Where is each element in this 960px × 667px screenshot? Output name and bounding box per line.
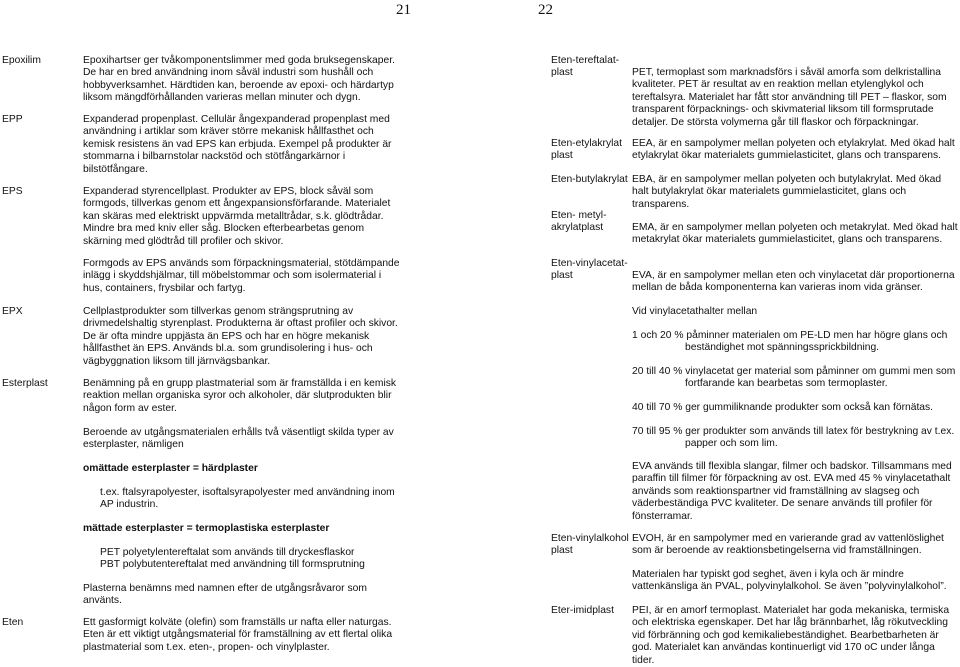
eva-applications: EVA används till flexibla slangar, filmer och badskor. Tillsammans med paraffin till filmer för förpackning av ost. EVA med 45 % vinylacetathalt används som reaktionspartner vid framställning av slagseg och väderbeständiga PVC kvaliteter. De senare används till profiler för fönsterramar. bbox=[632, 461, 952, 522]
esterplast-naming-note: Plasterna benämns med namnen efter de utgångsråvaror som använts. bbox=[83, 583, 367, 607]
definition-eten-etylakrylatplast: EEA, är en sampolymer mellan polyeten och etylakrylat. Med ökad halt etylakrylat ökar materialets gummielasticitet, glans och transparens. bbox=[632, 138, 955, 162]
page-number-left: 21 bbox=[396, 2, 411, 18]
definition-eten-metylakrylatplast: EMA, är en sampolymer mellan polyeten och metakrylat. Med ökad halt metakrylat ökar materialets gummielasticitet, glans och transparens. bbox=[632, 222, 958, 246]
term-eten: Eten bbox=[2, 617, 24, 628]
definition-epp: Expanderad propenplast. Cellulär ångexpanderad propenplast med användning i artiklar som kräver större mekanisk hållfasthet och kemisk resistens än vad EPS kan erbjuda. Exempel på produkter är stommarna i bilbarnstolar nackstöd och stötfångarkärnor i bilstötfångare. bbox=[83, 114, 392, 175]
definition-eps-usage: Formgods av EPS används som förpackningsmaterial, stötdämpande inlägg i skyddshjälmar, till möbelstommar och som isolermaterial i hus, containers, frysbilar och fartyg. bbox=[83, 258, 400, 294]
term-epp: EPP bbox=[2, 114, 23, 125]
definition-esterplast: Benämning på en grupp plastmaterial som är framställda i en kemisk reaktion mellan organiska syror och alkoholer, där slutprodukten blir någon form av ester. bbox=[83, 378, 397, 414]
definition-epoxilim: Epoxihartser ger tvåkomponentslimmer med goda bruksegenskaper. De har en bred användning inom såväl industri som hushåll och hobbyverksamhet. Härdtiden kan, beroende av epoxi- och härdartyp liksom mängdförhållanden varieras mellan minuter och dygn. bbox=[83, 55, 395, 104]
definition-eten-butylakrylat: EBA, är en sampolymer mellan polyeten och butylakrylat. Med ökad halt butylakrylat ökar materialets gummielasticitet, glans och transparens. bbox=[632, 174, 942, 210]
definition-epx: Cellplastprodukter som tillverkas genom strängsprutning av drivmedelshaltig styrenplast. Produkterna är oftast profiler och skivor. De är ofta mindre uppjästa än EPS och har en högre mekanisk hållfasthet än EPS. Används bl.a. som grundisolering i hus- och vägbyggnation liksom till järnvägsbankar. bbox=[83, 306, 398, 367]
definition-eten-vinylalkoholplast: EVOH, är en sampolymer med en varierande grad av vattenlöslighet som är beroende av reaktionsbetingelserna vid framställningen. bbox=[632, 533, 944, 557]
term-eten-metylakrylatplast: Eten- metyl- akrylatplast bbox=[551, 210, 607, 234]
esterplast-types-intro: Beroende av utgångsmaterialen erhålls två väsentligt skilda typer av esterplaster, nämligen bbox=[83, 427, 394, 451]
term-eten-tereftalatplast: Eten-tereftalat- plast bbox=[551, 55, 620, 79]
list-item-pbt: PBT polybutentereftalat med användning till formsprutning bbox=[100, 559, 365, 570]
term-eten-vinylalkoholplast: Eten-vinylalkohol plast bbox=[551, 533, 629, 557]
heading-mattade-esterplaster: mättade esterplaster = termoplastiska esterplaster bbox=[83, 523, 330, 534]
list-item-pet: PET polyetylentereftalat som används till dryckesflaskor bbox=[100, 547, 355, 558]
term-eter-imidplast: Eter-imidplast bbox=[551, 605, 614, 616]
page-number-right: 22 bbox=[538, 2, 553, 18]
term-eten-butylakrylat: Eten-butylakrylat bbox=[551, 174, 628, 185]
definition-eps: Expanderad styrencellplast. Produkter av EPS, block såväl som formgods, tillverkas genom ett ångexpansionsförfarande. Materialet kan skäras med elektriskt uppvärmda metalltrådar, s.k. glödtrådar. Mindre bra med kniv eller såg. Blocken efterbearbetas genom skärning med glödtråd till profiler och skivor. bbox=[83, 186, 391, 247]
definition-eten-tereftalatplast: PET, termoplast som marknadsförs i såväl amorfa som delkristallina kvaliteter. PET är resultat av en reaktion mellan etylenglykol och tereftalsyra. Materialet har fått stor användning till PET – flaskor, som transparent förpacknings- och skivmaterial liksom till formsprutade detaljer. De största volymerna går till flaskor och förpackningar. bbox=[632, 67, 947, 128]
vinylacetate-ranges-header: Vid vinylacetathalter mellan bbox=[632, 306, 758, 317]
term-epx: EPX bbox=[2, 306, 23, 317]
definition-eten: Ett gasformigt kolväte (olefin) som framställs ur nafta eller naturgas. Eten är ett viktigt utgångsmaterial för framställning av ett flertal olika plastmaterial som t.ex. eten-, propen- och vinylplaster. bbox=[83, 617, 393, 653]
evoh-properties: Materialen har typiskt god seghet, även i kyla och är mindre vattenkänsliga än PVAL, polyvinylalkohol. Se även ”polyvinylalkohol”. bbox=[632, 569, 947, 593]
vinylacetate-range-40-70: 40 till 70 % ger gummiliknande produkter som också kan förnätas. bbox=[632, 402, 934, 413]
vinylacetate-range-20-40: 20 till 40 % vinylacetat ger material som påminner om gummi men som fortfarande kan bearbetas som termoplaster. bbox=[632, 366, 956, 390]
term-eten-vinylacetatplast: Eten-vinylacetat- plast bbox=[551, 258, 628, 282]
heading-omattade-esterplaster: omättade esterplaster = härdplaster bbox=[83, 463, 258, 474]
definition-eter-imidplast: PEI, är en amorf termoplast. Materialet har goda mekaniska, termiska och elektriska egenskaper. Det har låg brännbarhet, låg rökutveckling vid förbränning och god kemikaliebeständighet. Bearbetbarheten är god. Materialet kan användas kontinuerligt vid 170 oC under långa tider. bbox=[632, 605, 950, 666]
definition-eten-vinylacetatplast: EVA, är en sampolymer mellan eten och vinylacetat där proportionerna mellan de båda komponenterna kan varieras inom vida gränser. bbox=[632, 270, 955, 294]
vinylacetate-range-1-20: 1 och 20 % påminner materialen om PE-LD men har högre glans och beständighet mot spänningssprickbildning. bbox=[632, 330, 948, 354]
term-epoxilim: Epoxilim bbox=[2, 55, 41, 66]
term-esterplast: Esterplast bbox=[2, 378, 48, 389]
omattade-example: t.ex. ftalsyrapolyester, isoftalsyrapolyester med användning inom AP industrin. bbox=[100, 487, 395, 511]
term-eten-etylakrylatplast: Eten-etylakrylat plast bbox=[551, 138, 622, 162]
vinylacetate-range-70-95: 70 till 95 % ger produkter som används till latex för bestrykning av t.ex. papper och som lim. bbox=[632, 426, 955, 450]
term-eps: EPS bbox=[2, 186, 23, 197]
